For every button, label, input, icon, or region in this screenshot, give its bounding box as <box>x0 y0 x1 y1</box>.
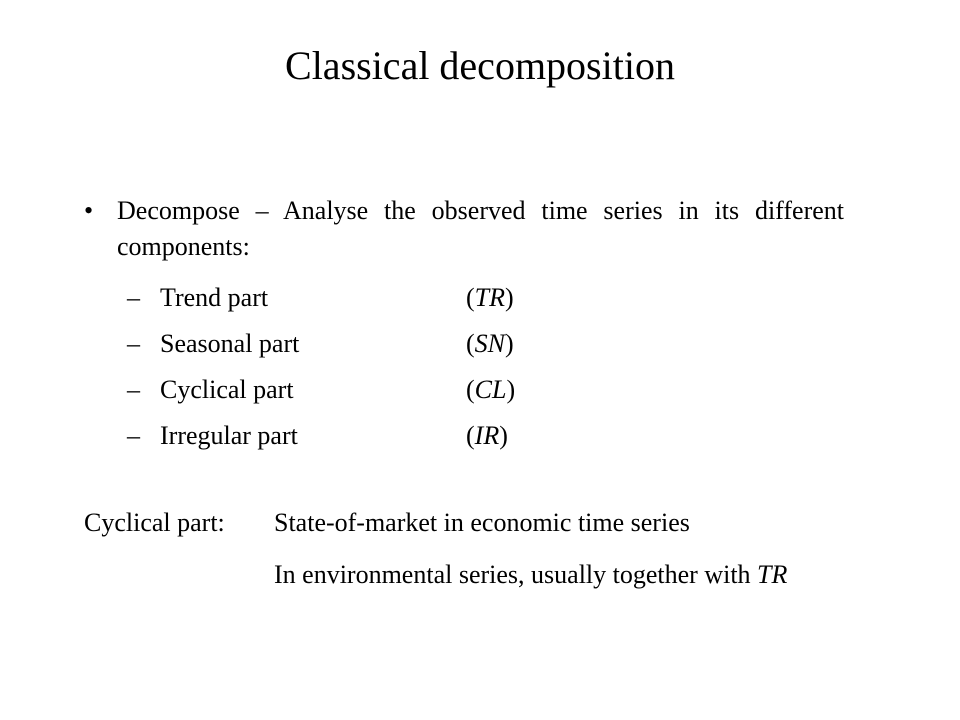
component-label: Cyclical part <box>160 375 294 404</box>
component-label: Seasonal part <box>160 329 300 358</box>
bullet-text: Decompose – Analyse the observed time series in its different components: <box>117 196 844 261</box>
slide-title: Classical decomposition <box>285 43 675 88</box>
component-abbreviation: (IR) <box>466 421 508 450</box>
component-abbreviation: (SN) <box>466 329 514 358</box>
bullet-marker: • <box>84 196 94 225</box>
component-label: Trend part <box>160 283 269 312</box>
cyclical-environmental-note: In environmental series, usually together with TR <box>274 560 788 589</box>
component-abbreviation: (TR) <box>466 283 514 312</box>
cyclical-economic-note: State-of-market in economic time series <box>274 508 690 537</box>
component-label: Irregular part <box>160 421 298 450</box>
cyclical-label: Cyclical part: <box>84 508 225 537</box>
bullet-list <box>84 193 844 265</box>
component-abbreviation: (CL) <box>466 375 516 404</box>
dash-marker: – <box>127 421 140 450</box>
dash-marker: – <box>127 375 140 404</box>
bullet-item-decompose <box>84 193 844 265</box>
dash-marker: – <box>127 329 140 358</box>
dash-marker: – <box>127 283 140 312</box>
